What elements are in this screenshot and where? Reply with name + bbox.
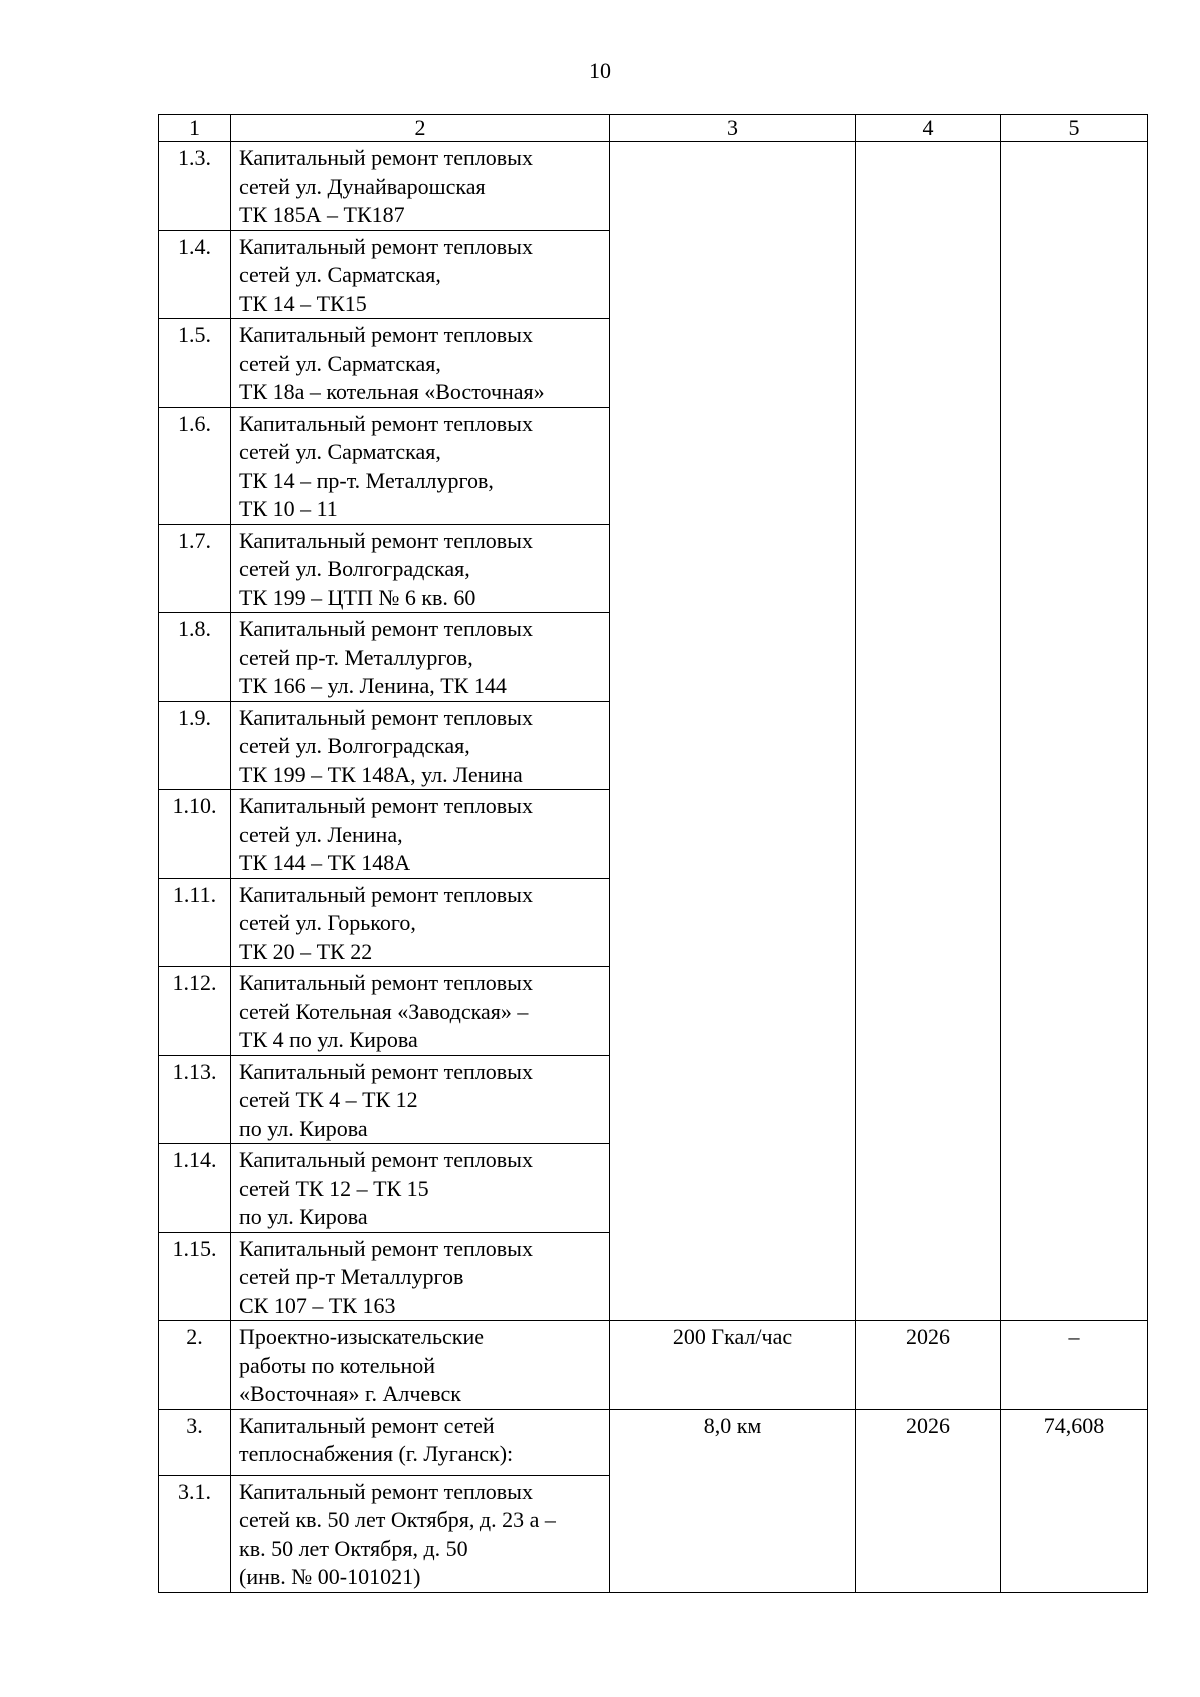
description-line: по ул. Кирова — [239, 1115, 368, 1141]
year-cell: 2026 — [856, 1409, 1001, 1592]
row-number: 1.11. — [159, 878, 231, 967]
work-description — [231, 1321, 610, 1410]
table-row — [159, 1409, 1148, 1475]
description-line: сетей ул. Ленина, — [239, 821, 403, 847]
description-line: «Восточная» г. Алчевск — [239, 1381, 461, 1406]
column-header: 4 — [856, 115, 1001, 142]
year-cell: 2026 — [856, 1321, 1001, 1410]
column-header: 2 — [231, 115, 610, 142]
description-line: Капитальный ремонт тепловых — [239, 793, 533, 818]
description-line: сетей ТК 4 – ТК 12 — [239, 1087, 418, 1112]
description-line: Капитальный ремонт тепловых — [239, 1058, 533, 1084]
work-description — [231, 701, 610, 790]
work-description — [231, 1475, 610, 1592]
column-header: 1 — [159, 115, 231, 142]
cost-cell-merged — [1001, 142, 1148, 1321]
description-line: Капитальный ремонт тепловых — [239, 145, 533, 170]
description-line: сетей пр-т Металлургов — [239, 1264, 464, 1289]
capacity-cell: 200 Гкал/час — [610, 1321, 856, 1410]
description-line: Проектно-изыскательские — [239, 1324, 484, 1349]
capacity-cell-merged — [610, 142, 856, 1321]
description-line: сетей ул. Дунайварошская — [239, 173, 486, 199]
row-number: 1.15. — [159, 1232, 231, 1321]
column-header: 3 — [610, 115, 856, 142]
description-line: сетей пр-т. Металлургов, — [239, 644, 473, 670]
table-row — [159, 142, 1148, 231]
description-line: СК 107 – ТК 163 — [239, 1292, 396, 1318]
work-description — [231, 407, 610, 524]
row-number: 1.8. — [159, 613, 231, 702]
column-header: 5 — [1001, 115, 1148, 142]
row-number: 1.5. — [159, 319, 231, 408]
description-line: Капитальный ремонт сетей — [239, 1412, 495, 1438]
description-line: ТК 10 – 11 — [239, 496, 338, 521]
work-description — [231, 1232, 610, 1321]
description-line: ТК 199 – ЦТП № 6 кв. 60 — [239, 584, 476, 610]
row-number: 2. — [159, 1321, 231, 1410]
row-number: 1.10. — [159, 790, 231, 879]
description-line: Капитальный ремонт тепловых — [239, 704, 533, 730]
work-description — [231, 878, 610, 967]
description-line: сетей кв. 50 лет Октября, д. 23 а – — [239, 1507, 556, 1532]
description-line: теплоснабжения (г. Луганск): — [239, 1441, 514, 1466]
work-description — [231, 319, 610, 408]
description-line: (инв. № 00-101021) — [239, 1564, 421, 1589]
description-line: ТК 20 – ТК 22 — [239, 938, 373, 964]
description-line: Капитальный ремонт тепловых — [239, 1147, 533, 1172]
works-table — [158, 114, 1148, 1593]
description-line: Капитальный ремонт тепловых — [239, 410, 533, 436]
row-number: 3.1. — [159, 1475, 231, 1592]
description-line: Капитальный ремонт тепловых — [239, 881, 533, 907]
description-line: ТК 166 – ул. Ленина, ТК 144 — [239, 673, 507, 698]
description-line: сетей ТК 12 – ТК 15 — [239, 1175, 429, 1201]
row-number: 1.12. — [159, 967, 231, 1056]
description-line: ТК 144 – ТК 148А — [239, 850, 411, 875]
work-description — [231, 967, 610, 1056]
capacity-cell: 8,0 км — [610, 1409, 856, 1592]
description-line: Капитальный ремонт тепловых — [239, 527, 533, 553]
description-line: кв. 50 лет Октября, д. 50 — [239, 1535, 468, 1561]
description-line: по ул. Кирова — [239, 1204, 368, 1229]
row-number: 1.13. — [159, 1055, 231, 1144]
cost-cell: – — [1001, 1321, 1148, 1410]
page-number: 10 — [589, 58, 611, 83]
description-line: сетей ул. Сарматская, — [239, 350, 441, 376]
description-line: сетей ул. Горького, — [239, 910, 416, 935]
work-description — [231, 1409, 610, 1475]
work-description — [231, 790, 610, 879]
description-line: сетей ул. Волгоградская, — [239, 733, 470, 758]
work-description — [231, 230, 610, 319]
work-description — [231, 613, 610, 702]
description-line: ТК 14 – ТК15 — [239, 290, 367, 316]
row-number: 1.14. — [159, 1144, 231, 1233]
row-number: 1.4. — [159, 230, 231, 319]
description-line: ТК 199 – ТК 148А, ул. Ленина — [239, 761, 523, 787]
cost-cell: 74,608 — [1001, 1409, 1148, 1592]
description-line: Капитальный ремонт тепловых — [239, 322, 533, 347]
description-line: ТК 18а – котельная «Восточная» — [239, 379, 545, 404]
description-line: ТК 185А – ТК187 — [239, 202, 405, 227]
row-number: 1.6. — [159, 407, 231, 524]
description-line: сетей ул. Сарматская, — [239, 439, 441, 464]
year-cell-merged — [856, 142, 1001, 1321]
description-line: сетей Котельная «Заводская» – — [239, 998, 529, 1024]
row-number: 3. — [159, 1409, 231, 1475]
description-line: ТК 14 – пр-т. Металлургов, — [239, 467, 494, 493]
description-line: Капитальный ремонт тепловых — [239, 233, 533, 259]
description-line: сетей ул. Волгоградская, — [239, 556, 470, 581]
description-line: Капитальный ремонт тепловых — [239, 1478, 533, 1504]
description-line: Капитальный ремонт тепловых — [239, 1235, 533, 1261]
row-number: 1.3. — [159, 142, 231, 231]
description-line: работы по котельной — [239, 1352, 436, 1378]
table-row — [159, 1321, 1148, 1410]
row-number: 1.7. — [159, 524, 231, 613]
description-line: сетей ул. Сарматская, — [239, 262, 441, 287]
work-description — [231, 1055, 610, 1144]
description-line: Капитальный ремонт тепловых — [239, 616, 533, 641]
work-description — [231, 524, 610, 613]
work-description — [231, 142, 610, 231]
header-row — [159, 115, 1148, 142]
work-description — [231, 1144, 610, 1233]
description-line: ТК 4 по ул. Кирова — [239, 1027, 418, 1052]
description-line: Капитальный ремонт тепловых — [239, 970, 533, 995]
row-number: 1.9. — [159, 701, 231, 790]
